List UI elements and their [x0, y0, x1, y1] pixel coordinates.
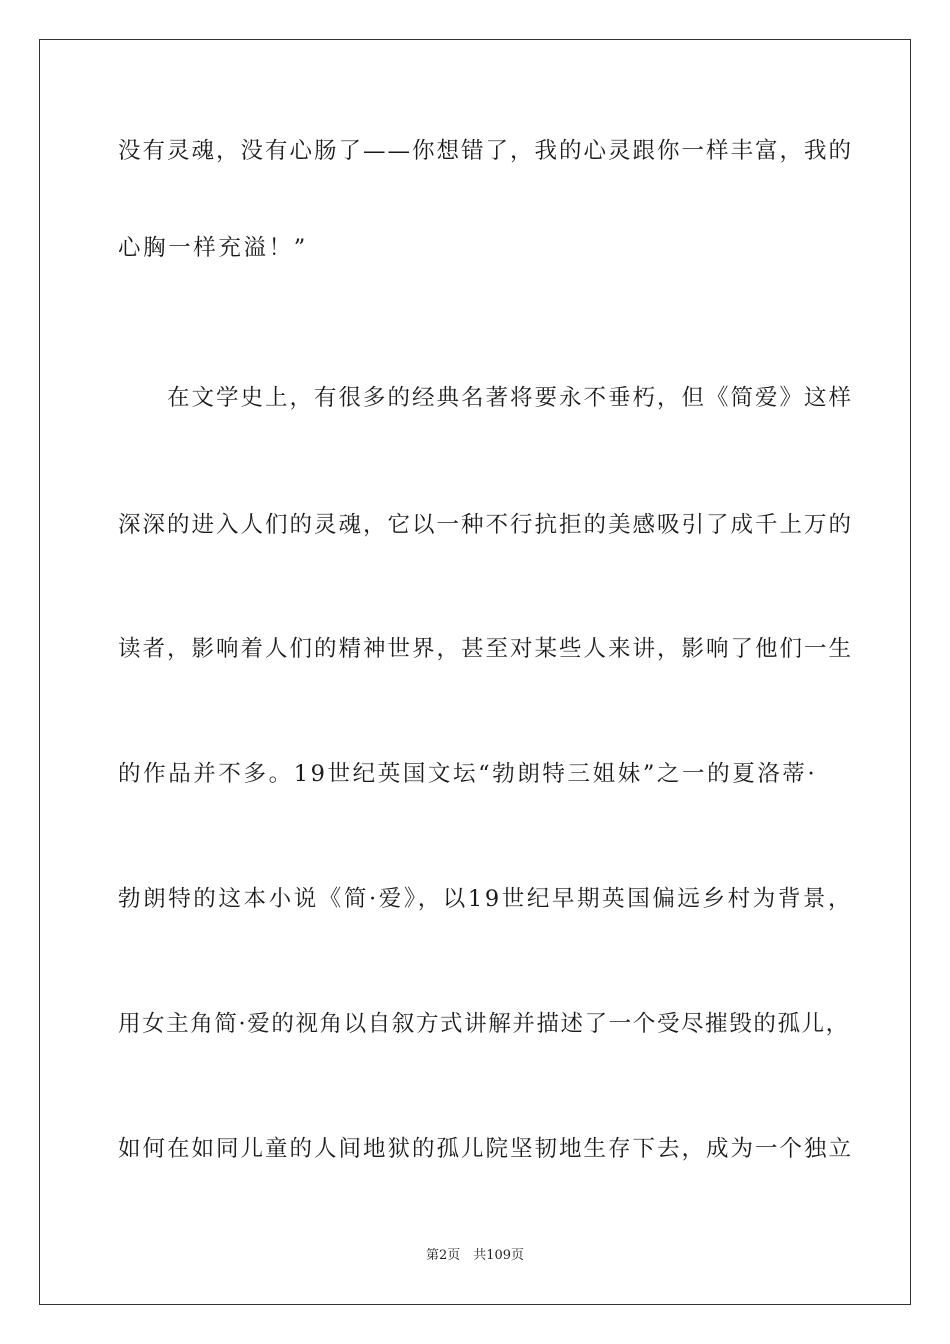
text-line: 的作品并不多。19世纪英国文坛“勃朗特三姐妹”之一的夏洛蒂· [118, 761, 818, 787]
text-line: 勃朗特的这本小说《简·爱》，以19世纪早期英国偏远乡村为背景， [118, 886, 854, 912]
text-line: 如何在如同儿童的人间地狱的孤儿院坚韧地生存下去，成为一个独立 [118, 1136, 854, 1162]
page-footer [0, 1247, 950, 1265]
text-line: 没有灵魂，没有心肠了——你想错了，我的心灵跟你一样丰富，我的 [118, 138, 854, 164]
text-line: 在文学史上，有很多的经典名著将要永不垂朽，但《简爱》这样 [118, 385, 854, 411]
text-line: 读者，影响着人们的精神世界，甚至对某些人来讲，影响了他们一生 [118, 636, 854, 662]
page-number: 第2页 共109页 [425, 1248, 525, 1263]
text-line: 心胸一样充溢！” [118, 235, 308, 261]
text-line: 深深的进入人们的灵魂，它以一种不行抗拒的美感吸引了成千上万的 [118, 512, 854, 538]
page-border [39, 39, 911, 1305]
text-line: 用女主角简·爱的视角以自叙方式讲解并描述了一个受尽摧毁的孤儿， [118, 1011, 850, 1037]
